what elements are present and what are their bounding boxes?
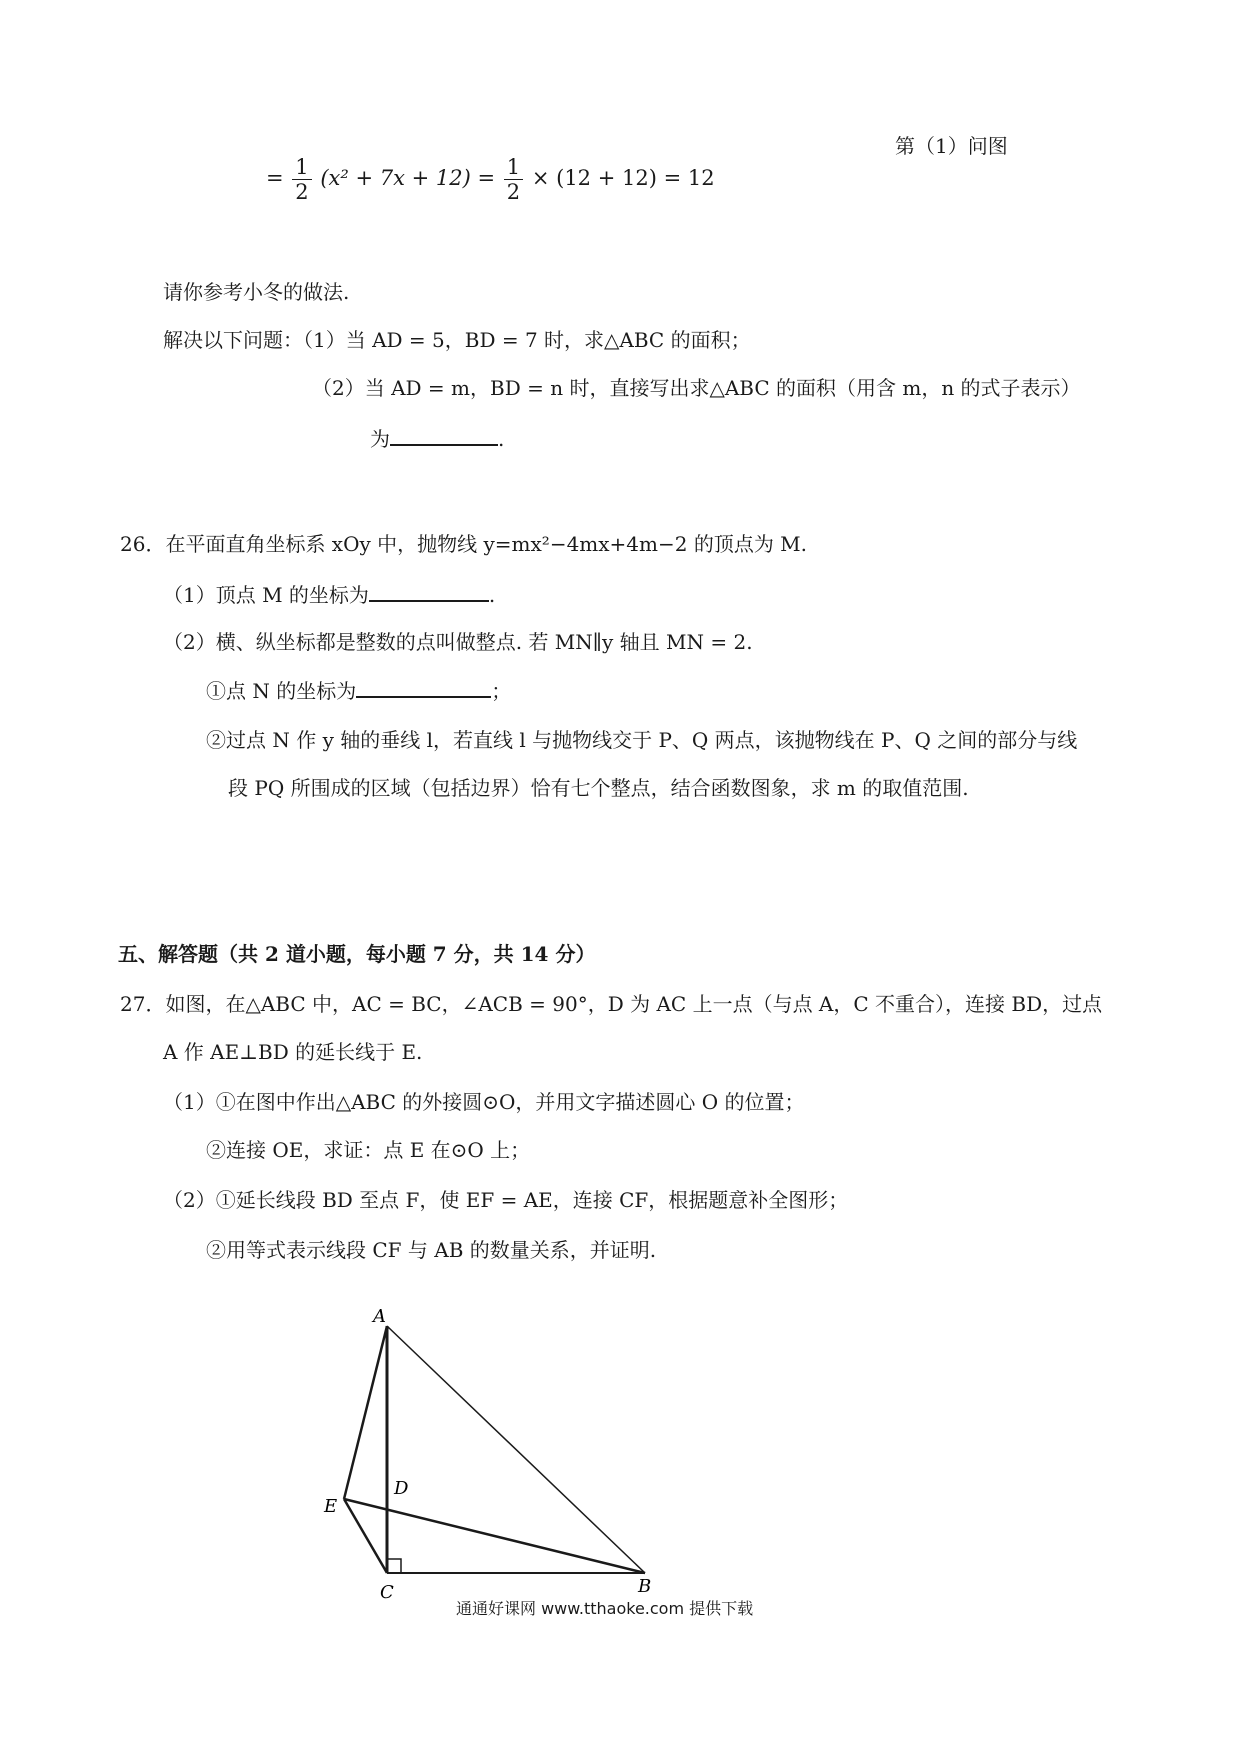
- q27-part1a: （1）①在图中作出△ABC 的外接圆⊙O，并用文字描述圆心 O 的位置；: [163, 1090, 805, 1114]
- q27-part1b: ②连接 OE，求证：点 E 在⊙O 上；: [206, 1138, 531, 1162]
- segment-EB: [344, 1499, 645, 1573]
- segment-AE: [344, 1326, 387, 1499]
- answer-blank[interactable]: [369, 580, 489, 602]
- q26-sub2b-line1: ②过点 N 作 y 轴的垂线 l，若直线 l 与抛物线交于 P、Q 两点，该抛物线在 P、Q 之间的部分与线: [206, 728, 1078, 752]
- segment-EC: [344, 1499, 387, 1573]
- q26-sub2b-line2: 段 PQ 所围成的区域（包括边界）恰有七个整点，结合函数图象，求 m 的取值范围.: [228, 776, 969, 800]
- section-heading: 五、解答题（共 2 道小题，每小题 7 分，共 14 分）: [118, 942, 596, 966]
- q27-part2a: （2）①延长线段 BD 至点 F，使 EF = AE，连接 CF，根据题意补全图形；: [163, 1188, 849, 1212]
- footer-text: 通通好课网 www.tthaoke.com 提供下载: [456, 1599, 754, 1618]
- q25-reference: 请你参考小冬的做法.: [163, 280, 350, 304]
- q26-sub2a: ①点 N 的坐标为 ；: [206, 676, 511, 705]
- figure-caption: 第（1）问图: [895, 134, 1008, 158]
- segment-AB: [387, 1326, 645, 1573]
- label-A: A: [373, 1306, 386, 1327]
- formula-eq: =: [266, 166, 284, 190]
- q26-sub2: （2）横、纵坐标都是整数的点叫做整点. 若 MN∥y 轴且 MN = 2.: [163, 630, 753, 654]
- q27-stem-line2: A 作 AE⊥BD 的延长线于 E.: [163, 1040, 423, 1064]
- q25-part2: （2）当 AD = m，BD = n 时，直接写出求△ABC 的面积（用含 m，n 的式子表示）: [312, 376, 1081, 400]
- formula-fraction-2: $\frac{1}{2}$: [504, 155, 523, 204]
- q27-part2b: ②用等式表示线段 CF 与 AB 的数量关系，并证明.: [206, 1238, 657, 1262]
- answer-blank[interactable]: [390, 424, 498, 446]
- answer-blank[interactable]: [356, 676, 491, 698]
- formula-middle: (x² + 7x + 12) =: [320, 166, 496, 190]
- formula-tail: × (12 + 12) = 12: [531, 166, 715, 190]
- formula-fraction-1: $\frac{1}{2}$: [292, 155, 311, 204]
- label-C: C: [380, 1582, 394, 1603]
- label-D: D: [394, 1478, 409, 1499]
- label-B: B: [638, 1576, 652, 1597]
- q25-part1: 解决以下问题：（1）当 AD = 5，BD = 7 时，求△ABC 的面积；: [163, 328, 751, 352]
- formula-line: [266, 148, 715, 208]
- triangle-figure: [300, 1290, 700, 1610]
- q26-sub1: （1）顶点 M 的坐标为 .: [163, 580, 495, 609]
- q26-stem: 26．在平面直角坐标系 xOy 中，抛物线 y=mx²−4mx+4m−2 的顶点为 M.: [120, 532, 808, 556]
- q27-stem-line1: 27．如图，在△ABC 中，AC = BC，∠ACB = 90°，D 为 AC 上一点（与点 A，C 不重合），连接 BD，过点: [120, 992, 1103, 1016]
- label-E: E: [324, 1496, 338, 1517]
- q25-part3: 为 .: [370, 424, 504, 453]
- right-angle-mark: [387, 1559, 401, 1573]
